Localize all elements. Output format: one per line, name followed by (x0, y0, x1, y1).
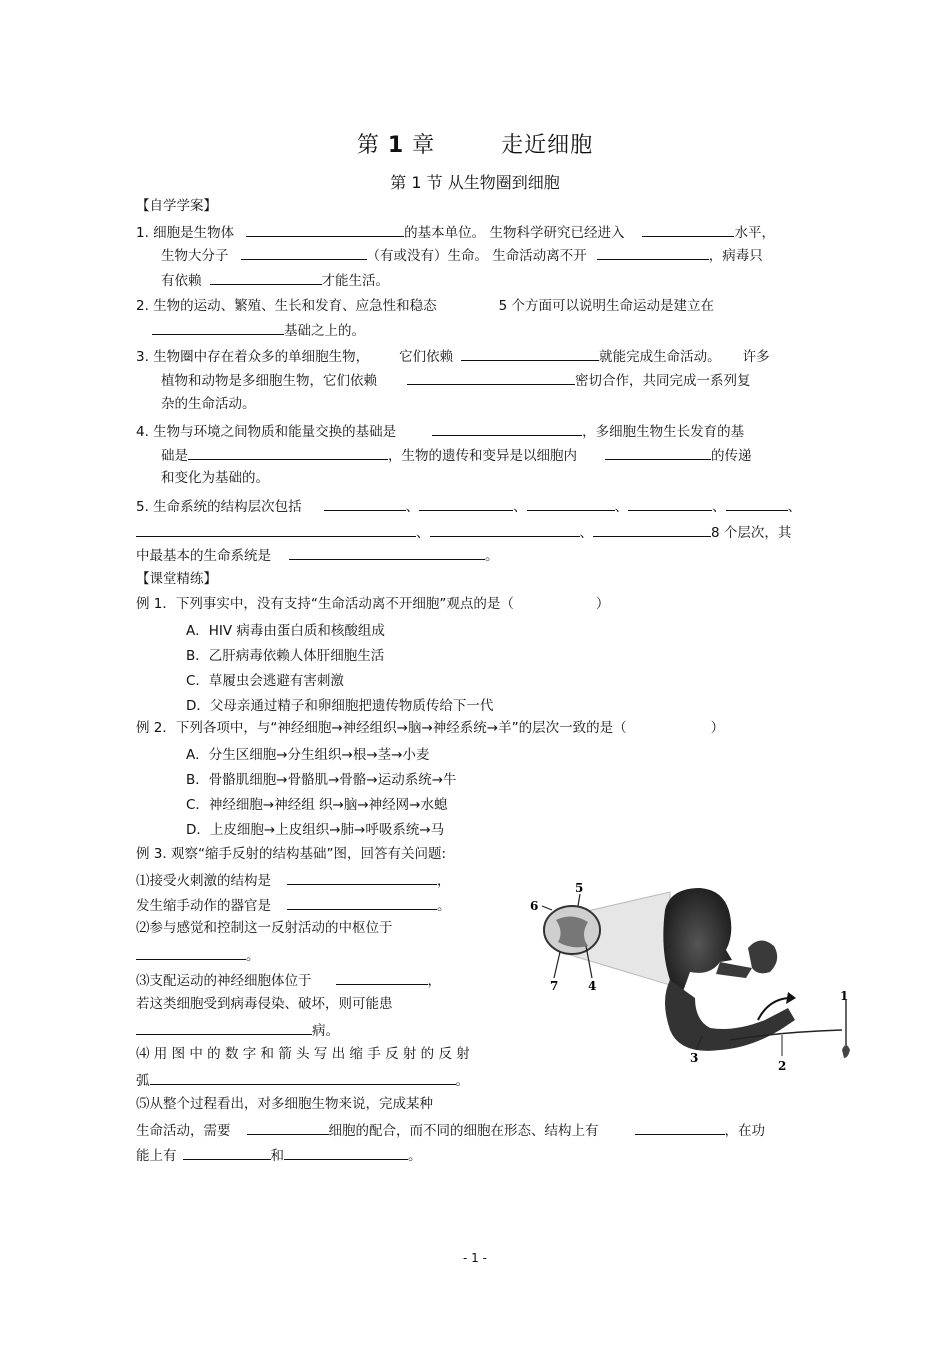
example3-q5a: ⑸从整个过程看出，对多细胞生物来说，完成某种 (136, 1096, 433, 1112)
q1-line3 (161, 270, 389, 290)
answer-blank[interactable] (635, 1120, 725, 1135)
q5-text: 中最基本的生命系统是 (136, 548, 271, 564)
example1-option-a[interactable]: A．HIV 病毒由蛋白质和核酸组成 (186, 623, 385, 639)
answer-blank[interactable] (210, 270, 322, 285)
example1-text: ） (595, 596, 610, 612)
q3-text: 就能完成生命活动。 (599, 349, 721, 365)
q5-text: 。 (485, 548, 499, 564)
example1-text: 例 1．下列事实中，没有支持“生命活动离不开细胞”观点的是（ (136, 596, 514, 612)
chapter-number: 1 (387, 133, 405, 158)
example3-q3b: 若这类细胞受到病毒侵染、破坏，则可能患 (136, 996, 393, 1012)
section-title: 第 1 节 从生物圈到细胞 (390, 173, 560, 192)
label-6-line (542, 906, 552, 910)
example3-q1a (136, 870, 451, 890)
answer-blank[interactable] (136, 945, 246, 960)
figure-label-6: 6 (530, 899, 539, 913)
answer-blank[interactable] (287, 895, 437, 910)
example2-option-c[interactable]: C．神经细胞→神经组 织→脑→神经网→水螅 (186, 797, 448, 813)
example3-text: 和 (270, 1148, 284, 1164)
q3-line3: 杂的生命活动。 (161, 396, 256, 412)
answer-blank[interactable] (430, 522, 580, 537)
example3-text: 。 (408, 1148, 422, 1164)
answer-blank[interactable] (241, 245, 367, 260)
self-study-header: 【自学学案】 (136, 198, 217, 214)
answer-blank[interactable] (419, 496, 513, 511)
q1-text: 生物大分子 (161, 248, 229, 264)
q3-text: 3. 生物圈中存在着众多的单细胞生物， (136, 349, 370, 365)
answer-blank[interactable] (432, 421, 582, 436)
example3-text: 发生缩手动作的器官是 (136, 898, 271, 914)
q1-text: 有依赖 (161, 273, 202, 289)
q4-line3: 和变化为基础的。 (161, 470, 269, 486)
person-fist (748, 940, 777, 973)
answer-blank[interactable] (597, 245, 709, 260)
q3-text: 它们依赖 (399, 349, 454, 365)
label-7-line (554, 952, 560, 978)
example3-text: 生命活动，需要 (136, 1123, 231, 1139)
q4-text: 础是 (161, 448, 188, 464)
example2-option-d[interactable]: D．上皮细胞→上皮组织→肺→呼吸系统→马 (186, 822, 445, 838)
figure-label-1: 1 (840, 989, 849, 1003)
example2-stem (136, 719, 724, 737)
q2-text: 基础之上的。 (284, 323, 365, 339)
q5-text: 、 (614, 499, 629, 515)
example3-text: ， (427, 973, 441, 989)
q5-line1 (136, 496, 801, 516)
example3-q1b (136, 895, 451, 915)
q5-text: 、 (579, 525, 593, 541)
answer-blank[interactable] (188, 445, 388, 460)
example3-text: ⑶支配运动的神经细胞体位于 (136, 973, 312, 989)
answer-blank[interactable] (605, 445, 711, 460)
figure-label-4: 4 (588, 979, 597, 993)
q5-text: 8 个层次，其 (711, 525, 792, 541)
figure-label-2: 2 (778, 1059, 787, 1073)
answer-blank[interactable] (284, 1145, 408, 1160)
q1-line1 (136, 222, 775, 242)
q5-line2 (136, 522, 791, 542)
example3-text: ， (437, 873, 451, 889)
example3-text: 弧 (136, 1073, 150, 1089)
figure-label-3: 3 (690, 1051, 699, 1065)
person-forearm (716, 962, 752, 978)
q4-text: ，多细胞生物生长发育的基 (582, 424, 745, 440)
q3-line2 (161, 370, 751, 390)
q1-text: ，病毒只 (708, 248, 763, 264)
q1-text: 1. 细胞是生物体 (136, 225, 235, 241)
example3-text: 。 (437, 898, 451, 914)
example3-text: 细胞的配合，而不同的细胞在形态、结构上有 (328, 1123, 599, 1139)
answer-blank[interactable] (247, 1120, 329, 1135)
flame-icon (842, 1045, 850, 1058)
example1-option-c[interactable]: C．草履虫会逃避有害刺激 (186, 673, 344, 689)
q1-line2 (161, 245, 763, 265)
example3-text: 。 (246, 948, 260, 964)
answer-blank[interactable] (336, 970, 428, 985)
answer-blank[interactable] (246, 222, 404, 237)
q5-line3 (136, 545, 499, 565)
figure-label-5: 5 (575, 881, 584, 895)
example3-q5c (136, 1145, 422, 1165)
q2-line2 (152, 320, 365, 340)
example3-q4: ⑷ 用 图 中 的 数 字 和 箭 头 写 出 缩 手 反 射 的 反 射 (136, 1046, 470, 1062)
chapter-word: 章 (412, 133, 436, 158)
q4-line1 (136, 421, 744, 441)
example2-option-b[interactable]: B．骨骼肌细胞→骨骼肌→骨骼→运动系统→牛 (186, 772, 457, 788)
q2-text: 5 个方面可以说明生命运动是建立在 (498, 298, 715, 314)
answer-blank[interactable] (287, 870, 437, 885)
q2-text: 2. 生物的运动、繁殖、生长和发育、应急性和稳态 (136, 298, 437, 314)
example3-q3-blank (136, 1020, 339, 1040)
answer-blank[interactable] (136, 1020, 312, 1035)
example1-stem (136, 595, 609, 613)
q3-text: 密切合作，共同完成一系列复 (575, 373, 751, 389)
chapter-prefix: 第 (356, 133, 380, 158)
answer-blank[interactable] (152, 320, 284, 335)
q5-text: 、 (513, 499, 527, 515)
q5-text: 、 (712, 499, 726, 515)
answer-blank[interactable] (628, 496, 712, 511)
example3-q3a (136, 970, 441, 990)
example1-option-d[interactable]: D．父母亲通过精子和卵细胞把遗传物质传给下一代 (186, 698, 494, 714)
answer-blank[interactable] (136, 522, 416, 537)
q5-text: 、 (405, 499, 420, 515)
answer-blank[interactable] (527, 496, 615, 511)
example3-text: 。 (455, 1073, 469, 1089)
q1-text: 的基本单位。 生物科学研究已经进入 (404, 225, 625, 241)
label-5-line (578, 894, 580, 906)
answer-blank[interactable] (324, 496, 406, 511)
example2-text: ） (710, 720, 725, 736)
arrow-head-icon (786, 992, 796, 1004)
example2-option-a[interactable]: A．分生区细胞→分生组织→根→茎→小麦 (186, 747, 430, 763)
figure-label-7: 7 (550, 979, 559, 993)
q4-text: ，生物的遗传和变异是以细胞内 (388, 448, 577, 464)
example3-q5b (136, 1120, 765, 1140)
q3-text: 许多 (742, 349, 770, 365)
q1-text: 才能生活。 (321, 273, 389, 289)
chapter-name: 走近细胞 (501, 133, 594, 158)
answer-blank[interactable] (593, 522, 711, 537)
example3-stem: 例 3. 观察“缩手反射的结构基础”图，回答有关问题: (136, 846, 446, 862)
example3-text: ⑴接受火刺激的结构是 (136, 873, 271, 889)
answer-blank[interactable] (461, 346, 599, 361)
q3-text: 植物和动物是多细胞生物，它们依赖 (161, 373, 377, 389)
example3-q2: ⑵参与感觉和控制这一反射活动的中枢位于 (136, 920, 393, 936)
q4-line2 (161, 445, 752, 465)
example2-text: 例 2．下列各项中，与“神经细胞→神经组织→脑→神经系统→羊”的层次一致的是（ (136, 720, 627, 736)
q5-text: 、 (787, 499, 802, 515)
example3-text: 能上有 (136, 1148, 177, 1164)
chapter-title (0, 128, 950, 159)
q1-text: （有或没有）生命。 生命活动离不开 (366, 248, 587, 264)
q3-line1 (136, 346, 770, 366)
answer-blank[interactable] (407, 370, 575, 385)
example3-text: ，在功 (724, 1123, 765, 1139)
gray-matter (556, 916, 588, 947)
person-arm (665, 980, 795, 1051)
example3-q4-blank (136, 1070, 469, 1090)
answer-blank[interactable] (150, 1070, 456, 1085)
example3-text: 病。 (312, 1023, 339, 1039)
example3-q2-blank (136, 945, 260, 965)
q2-line1 (136, 297, 714, 315)
page-number: - 1 - (463, 1251, 487, 1265)
reflex-arc-illustration (520, 880, 860, 1080)
example1-option-b[interactable]: B．乙肝病毒依赖人体肝细胞生活 (186, 648, 385, 664)
q5-text: 、 (416, 525, 430, 541)
answer-blank[interactable] (289, 545, 485, 560)
answer-blank[interactable] (642, 222, 734, 237)
q4-text: 的传递 (711, 448, 752, 464)
q5-text: 5. 生命系统的结构层次包括 (136, 499, 302, 515)
q4-text: 4. 生物与环境之间物质和能量交换的基础是 (136, 424, 397, 440)
reflex-arc-figure (520, 880, 860, 1080)
answer-blank[interactable] (183, 1145, 271, 1160)
class-practice-header: 【课堂精练】 (136, 571, 217, 587)
answer-blank[interactable] (726, 496, 788, 511)
q1-text: 水平， (734, 225, 775, 241)
